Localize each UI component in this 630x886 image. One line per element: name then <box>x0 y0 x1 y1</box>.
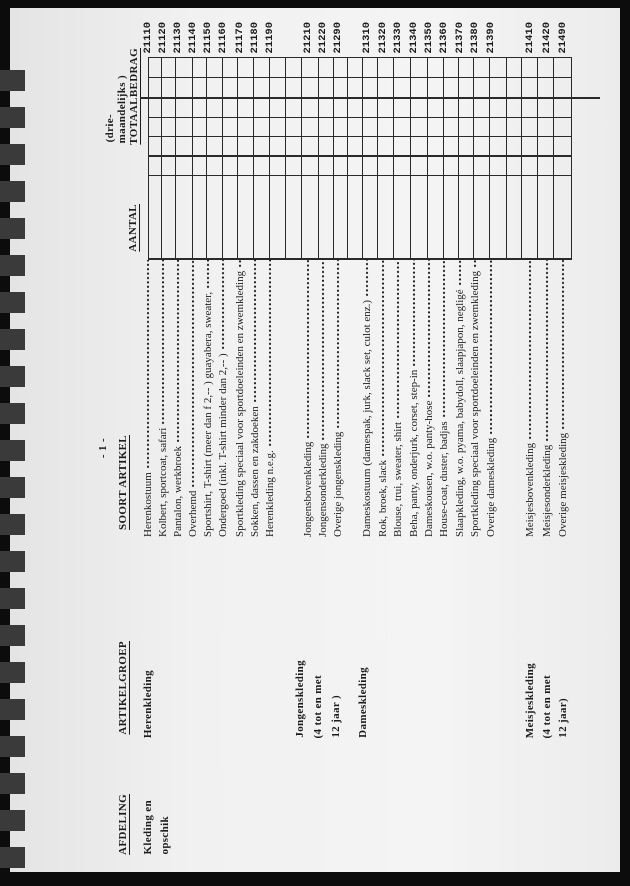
grid-row-line <box>333 57 334 258</box>
binding-tab <box>0 847 25 868</box>
header-aantal: AANTAL <box>127 204 139 252</box>
article-row <box>524 260 536 537</box>
article-row <box>454 260 466 537</box>
article-code: 21380 <box>469 22 481 54</box>
dot-leader <box>408 260 420 367</box>
header-totaal-line1: (drie- <box>104 113 116 142</box>
dot-leader <box>234 260 246 268</box>
artikelgroep-label: Jongenskleding <box>294 660 306 738</box>
dot-leader <box>541 260 553 442</box>
grid-row-line <box>269 57 270 258</box>
article-label: Overhemd <box>187 490 199 537</box>
article-code: 21360 <box>438 22 450 54</box>
dot-leader <box>557 260 569 430</box>
binding-tab <box>0 366 25 387</box>
dot-leader <box>264 260 276 447</box>
article-row <box>157 260 169 537</box>
artikelgroep-label: Herenkleding <box>142 669 154 738</box>
article-code: 21140 <box>187 22 199 54</box>
grid-column-line <box>148 57 572 58</box>
grid-row-line <box>222 57 223 258</box>
dot-leader <box>485 260 497 435</box>
article-row <box>408 260 420 537</box>
article-row <box>541 260 553 537</box>
grid-row-line <box>506 57 507 258</box>
afdeling-line: Kleding en <box>142 800 154 855</box>
grid-row-line <box>458 57 459 258</box>
dot-leader <box>302 260 314 439</box>
dot-leader <box>423 260 435 398</box>
artikelgroep-note: 12 jaar) <box>557 698 569 738</box>
article-row <box>469 260 481 537</box>
article-label: Sportkleding speciaal voor sportdoeleinden en zwemkleding <box>234 270 246 537</box>
grid-row-line <box>253 57 254 258</box>
binding-tab <box>0 551 25 572</box>
binding-tab <box>0 588 25 609</box>
article-label: Slaapkleding, w.o. pyama, babydoll, slaapjapon, negligé <box>454 289 466 537</box>
article-code: 21320 <box>377 22 389 54</box>
article-label: Sokken, dassen en zakdoeken <box>249 406 261 537</box>
article-code: 21150 <box>202 22 214 54</box>
grid-row-line <box>175 57 176 258</box>
dot-leader <box>172 260 184 443</box>
article-row <box>202 260 214 537</box>
binding-tab <box>0 736 25 757</box>
article-code: 21390 <box>485 22 497 54</box>
article-row <box>557 260 569 537</box>
header-soort-artikel: SOORT ARTIKEL <box>117 435 129 530</box>
article-row <box>332 260 344 537</box>
article-code: 21370 <box>454 22 466 54</box>
grid-column-line <box>148 155 572 157</box>
article-code: 21160 <box>217 22 229 54</box>
binding-tab <box>0 403 25 424</box>
grid-column-line <box>148 117 572 118</box>
article-label: Jongensbovenkleding <box>302 441 314 537</box>
header-artikelgroep: ARTIKELGROEP <box>117 641 129 735</box>
grid-row-line <box>393 57 394 258</box>
article-row <box>217 260 229 537</box>
article-row <box>361 260 373 537</box>
grid-row-line <box>285 57 286 258</box>
article-code: 21290 <box>332 22 344 54</box>
article-label: Overige meisjeskleding <box>557 432 569 537</box>
grid-row-line <box>521 57 522 258</box>
binding-tab <box>0 773 25 794</box>
dot-leader <box>332 260 344 429</box>
article-label: Beha, panty, onderjurk, corset, step-in <box>408 369 420 537</box>
article-label: Sportkleding speciaal voor sportdoeleinden en zwemkleding <box>469 270 481 537</box>
grid-row-line <box>347 57 348 258</box>
dot-leader <box>438 260 450 418</box>
article-code: 21340 <box>408 22 420 54</box>
artikelgroep-note: 12 jaar ) <box>330 695 342 738</box>
binding-tab <box>0 477 25 498</box>
dot-leader <box>217 260 229 350</box>
grid-row-line <box>362 57 363 258</box>
binding-tab <box>0 625 25 646</box>
grid-row-line <box>571 57 572 258</box>
article-code: 21220 <box>317 22 329 54</box>
grid-marker <box>571 97 600 99</box>
article-code: 21420 <box>541 22 553 54</box>
grid-column-line <box>148 77 572 78</box>
binding-tab <box>0 181 25 202</box>
dot-leader <box>469 260 481 268</box>
article-code: 21490 <box>557 22 569 54</box>
binding-tab <box>0 329 25 350</box>
article-label: Meisjesonderkleding <box>541 444 553 537</box>
dot-leader <box>524 260 536 440</box>
article-row <box>187 260 199 537</box>
header-totaal-line2: maandelijks ) <box>116 74 128 143</box>
binding-tab <box>0 514 25 535</box>
grid-column-line <box>148 258 572 260</box>
dot-leader <box>361 260 373 297</box>
article-code: 21190 <box>264 22 276 54</box>
article-label: Meisjesbovenkleding <box>524 442 536 537</box>
binding-tab <box>0 440 25 461</box>
dot-leader <box>157 260 169 425</box>
article-code: 21330 <box>392 22 404 54</box>
article-label: Sportshirt, T-shirt (meer dan f 2,-- ) guayabera, sweater, <box>202 291 214 537</box>
article-label: Pantalon, werkbroek <box>172 445 184 537</box>
binding-tab <box>0 144 25 165</box>
grid-row-line <box>473 57 474 258</box>
article-label: Dameskousen, w.o. panty-hose <box>423 400 435 537</box>
artikelgroep-label: Dameskleding <box>357 667 369 738</box>
article-code: 21350 <box>423 22 435 54</box>
article-row <box>142 260 154 537</box>
grid-row-line <box>443 57 444 258</box>
grid-row-line <box>301 57 302 258</box>
grid-row-line <box>537 57 538 258</box>
binding-tab <box>0 255 25 276</box>
grid-column-line <box>148 175 572 176</box>
grid-row-line <box>318 57 319 258</box>
article-label: Blouse, trui, sweater, shirt <box>392 421 404 537</box>
article-row <box>172 260 184 537</box>
artikelgroep-label: Meisjeskleding <box>524 662 536 738</box>
binding-tab <box>0 662 25 683</box>
grid-row-line <box>377 57 378 258</box>
article-label: Herenkleding n.e.g. <box>264 450 276 537</box>
artikelgroep-note: (4 tot en met <box>541 674 553 738</box>
article-label: Overige dameskleding <box>485 437 497 537</box>
article-code: 21210 <box>302 22 314 54</box>
dot-leader <box>187 260 199 488</box>
dot-leader <box>142 260 154 469</box>
header-totaalbedrag: TOTAALBEDRAG <box>128 48 140 145</box>
grid-column-line <box>148 136 572 137</box>
binding-tab <box>0 810 25 831</box>
grid-row-line <box>427 57 428 258</box>
dot-leader <box>392 260 404 419</box>
article-code: 21120 <box>157 22 169 54</box>
binding-tab <box>0 292 25 313</box>
article-code: 21410 <box>524 22 536 54</box>
article-code: 21310 <box>361 22 373 54</box>
dot-leader <box>454 260 466 286</box>
article-label: Rok, broek, slack <box>377 460 389 537</box>
grid-row-line <box>489 57 490 258</box>
article-row <box>377 260 389 537</box>
header-afdeling: AFDELING <box>117 794 129 855</box>
grid-column-line <box>148 97 572 99</box>
grid-row-line <box>553 57 554 258</box>
article-row <box>234 260 246 537</box>
article-row <box>249 260 261 537</box>
article-label: Jongensonderkleding <box>317 443 329 537</box>
grid-row-line <box>206 57 207 258</box>
article-row <box>317 260 329 537</box>
article-label: Herenkostuum <box>142 472 154 537</box>
article-row <box>302 260 314 537</box>
article-row <box>423 260 435 537</box>
article-label: Kolbert, sportcoat, safari <box>157 427 169 537</box>
article-label: Overige jongenskleding <box>332 431 344 537</box>
binding-tab <box>0 699 25 720</box>
dot-leader <box>377 260 389 457</box>
grid-row-line <box>148 57 149 258</box>
binding-tab <box>0 107 25 128</box>
article-code: 21110 <box>142 22 154 54</box>
afdeling-line: opschik <box>159 816 171 855</box>
article-row <box>264 260 276 537</box>
article-code: 21170 <box>234 22 246 54</box>
artikelgroep-note: (4 tot en met <box>312 674 324 738</box>
grid-row-line <box>192 57 193 258</box>
grid-row-line <box>410 57 411 258</box>
article-row <box>438 260 450 537</box>
dot-leader <box>317 260 329 441</box>
page-number: - 1 - <box>97 438 109 459</box>
grid-marker <box>140 97 148 99</box>
grid-row-line <box>237 57 238 258</box>
article-label: Dameskostuum (damespak, jurk, slack set, culot enz.) <box>361 299 373 537</box>
article-label: Ondergoed (inkl. T-shirt minder dan 2,-- ) <box>217 353 229 537</box>
grid-row-line <box>161 57 162 258</box>
article-row <box>485 260 497 537</box>
article-code: 21180 <box>249 22 261 54</box>
dot-leader <box>202 260 214 289</box>
article-row <box>392 260 404 537</box>
article-label: House-coat, duster, badjas <box>438 421 450 537</box>
binding-tab <box>0 70 25 91</box>
dot-leader <box>249 260 261 403</box>
article-code: 21130 <box>172 22 184 54</box>
binding-tab <box>0 218 25 239</box>
